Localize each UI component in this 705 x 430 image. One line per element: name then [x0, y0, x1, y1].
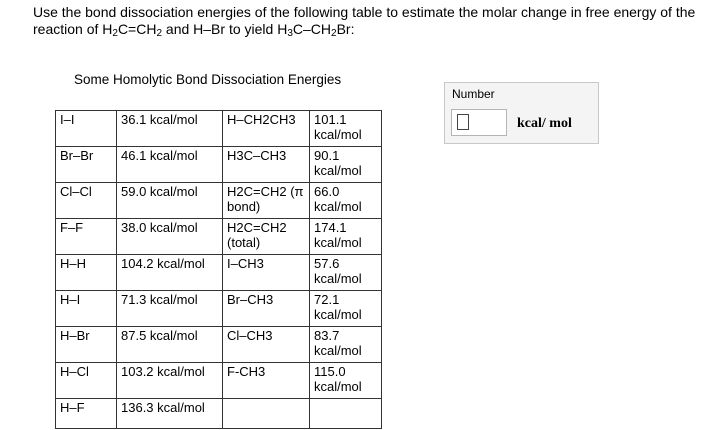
- table-row: [56, 219, 382, 255]
- bond-cell: H–F: [56, 399, 117, 429]
- answer-panel: [444, 82, 599, 144]
- energy-cell: 57.6 kcal/mol: [310, 255, 382, 291]
- energy-cell: 87.5 kcal/mol: [117, 327, 223, 363]
- bond-cell: H–CH2CH3: [223, 111, 310, 147]
- energy-cell: 101.1 kcal/mol: [310, 111, 382, 147]
- bond-cell: [223, 399, 310, 429]
- bond-cell: H–I: [56, 291, 117, 327]
- energy-cell: 103.2 kcal/mol: [117, 363, 223, 399]
- energy-cell: 46.1 kcal/mol: [117, 147, 223, 183]
- bond-cell: I–CH3: [223, 255, 310, 291]
- table-row: [56, 255, 382, 291]
- bond-cell: H2C=CH2 (π bond): [223, 183, 310, 219]
- energy-cell: 59.0 kcal/mol: [117, 183, 223, 219]
- bond-cell: Br–CH3: [223, 291, 310, 327]
- energy-cell: 36.1 kcal/mol: [117, 111, 223, 147]
- table-row: [56, 111, 382, 147]
- table-row: [56, 147, 382, 183]
- table-row: [56, 399, 382, 429]
- bond-cell: Cl–Cl: [56, 183, 117, 219]
- bond-cell: H2C=CH2 (total): [223, 219, 310, 255]
- energy-cell: 38.0 kcal/mol: [117, 219, 223, 255]
- bond-cell: F–F: [56, 219, 117, 255]
- bond-cell: Br–Br: [56, 147, 117, 183]
- energy-cell: 71.3 kcal/mol: [117, 291, 223, 327]
- energy-cell: 104.2 kcal/mol: [117, 255, 223, 291]
- energy-cell: 83.7 kcal/mol: [310, 327, 382, 363]
- bond-cell: Cl–CH3: [223, 327, 310, 363]
- energy-cell: 136.3 kcal/mol: [117, 399, 223, 429]
- question-text: Use the bond dissociation energies of the following table to estimate the molar change in free energy of the reaction of $H_2C=CH_2$ and H–Br to yield $H_3C-CH_2Br$:: [33, 4, 696, 39]
- table-row: [56, 183, 382, 219]
- table-row: [56, 363, 382, 399]
- answer-input-frame[interactable]: [451, 109, 507, 136]
- energy-cell: 90.1 kcal/mol: [310, 147, 382, 183]
- energy-cell: 174.1 kcal/mol: [310, 219, 382, 255]
- bond-energy-table: [55, 110, 382, 429]
- bond-cell: H3C–CH3: [223, 147, 310, 183]
- bond-cell: I–I: [56, 111, 117, 147]
- bond-cell: H–Br: [56, 327, 117, 363]
- bond-cell: H–Cl: [56, 363, 117, 399]
- answer-input[interactable]: [457, 114, 469, 130]
- bond-cell: F-CH3: [223, 363, 310, 399]
- energy-cell: 66.0 kcal/mol: [310, 183, 382, 219]
- bond-cell: H–H: [56, 255, 117, 291]
- energy-cell: [310, 399, 382, 429]
- table-title: Some Homolytic Bond Dissociation Energies: [74, 72, 342, 87]
- unit-label: kcal/ mol: [517, 116, 572, 131]
- table-row: [56, 291, 382, 327]
- number-label: Number: [452, 87, 495, 101]
- energy-cell: 72.1 kcal/mol: [310, 291, 382, 327]
- table-row: [56, 327, 382, 363]
- energy-cell: 115.0 kcal/mol: [310, 363, 382, 399]
